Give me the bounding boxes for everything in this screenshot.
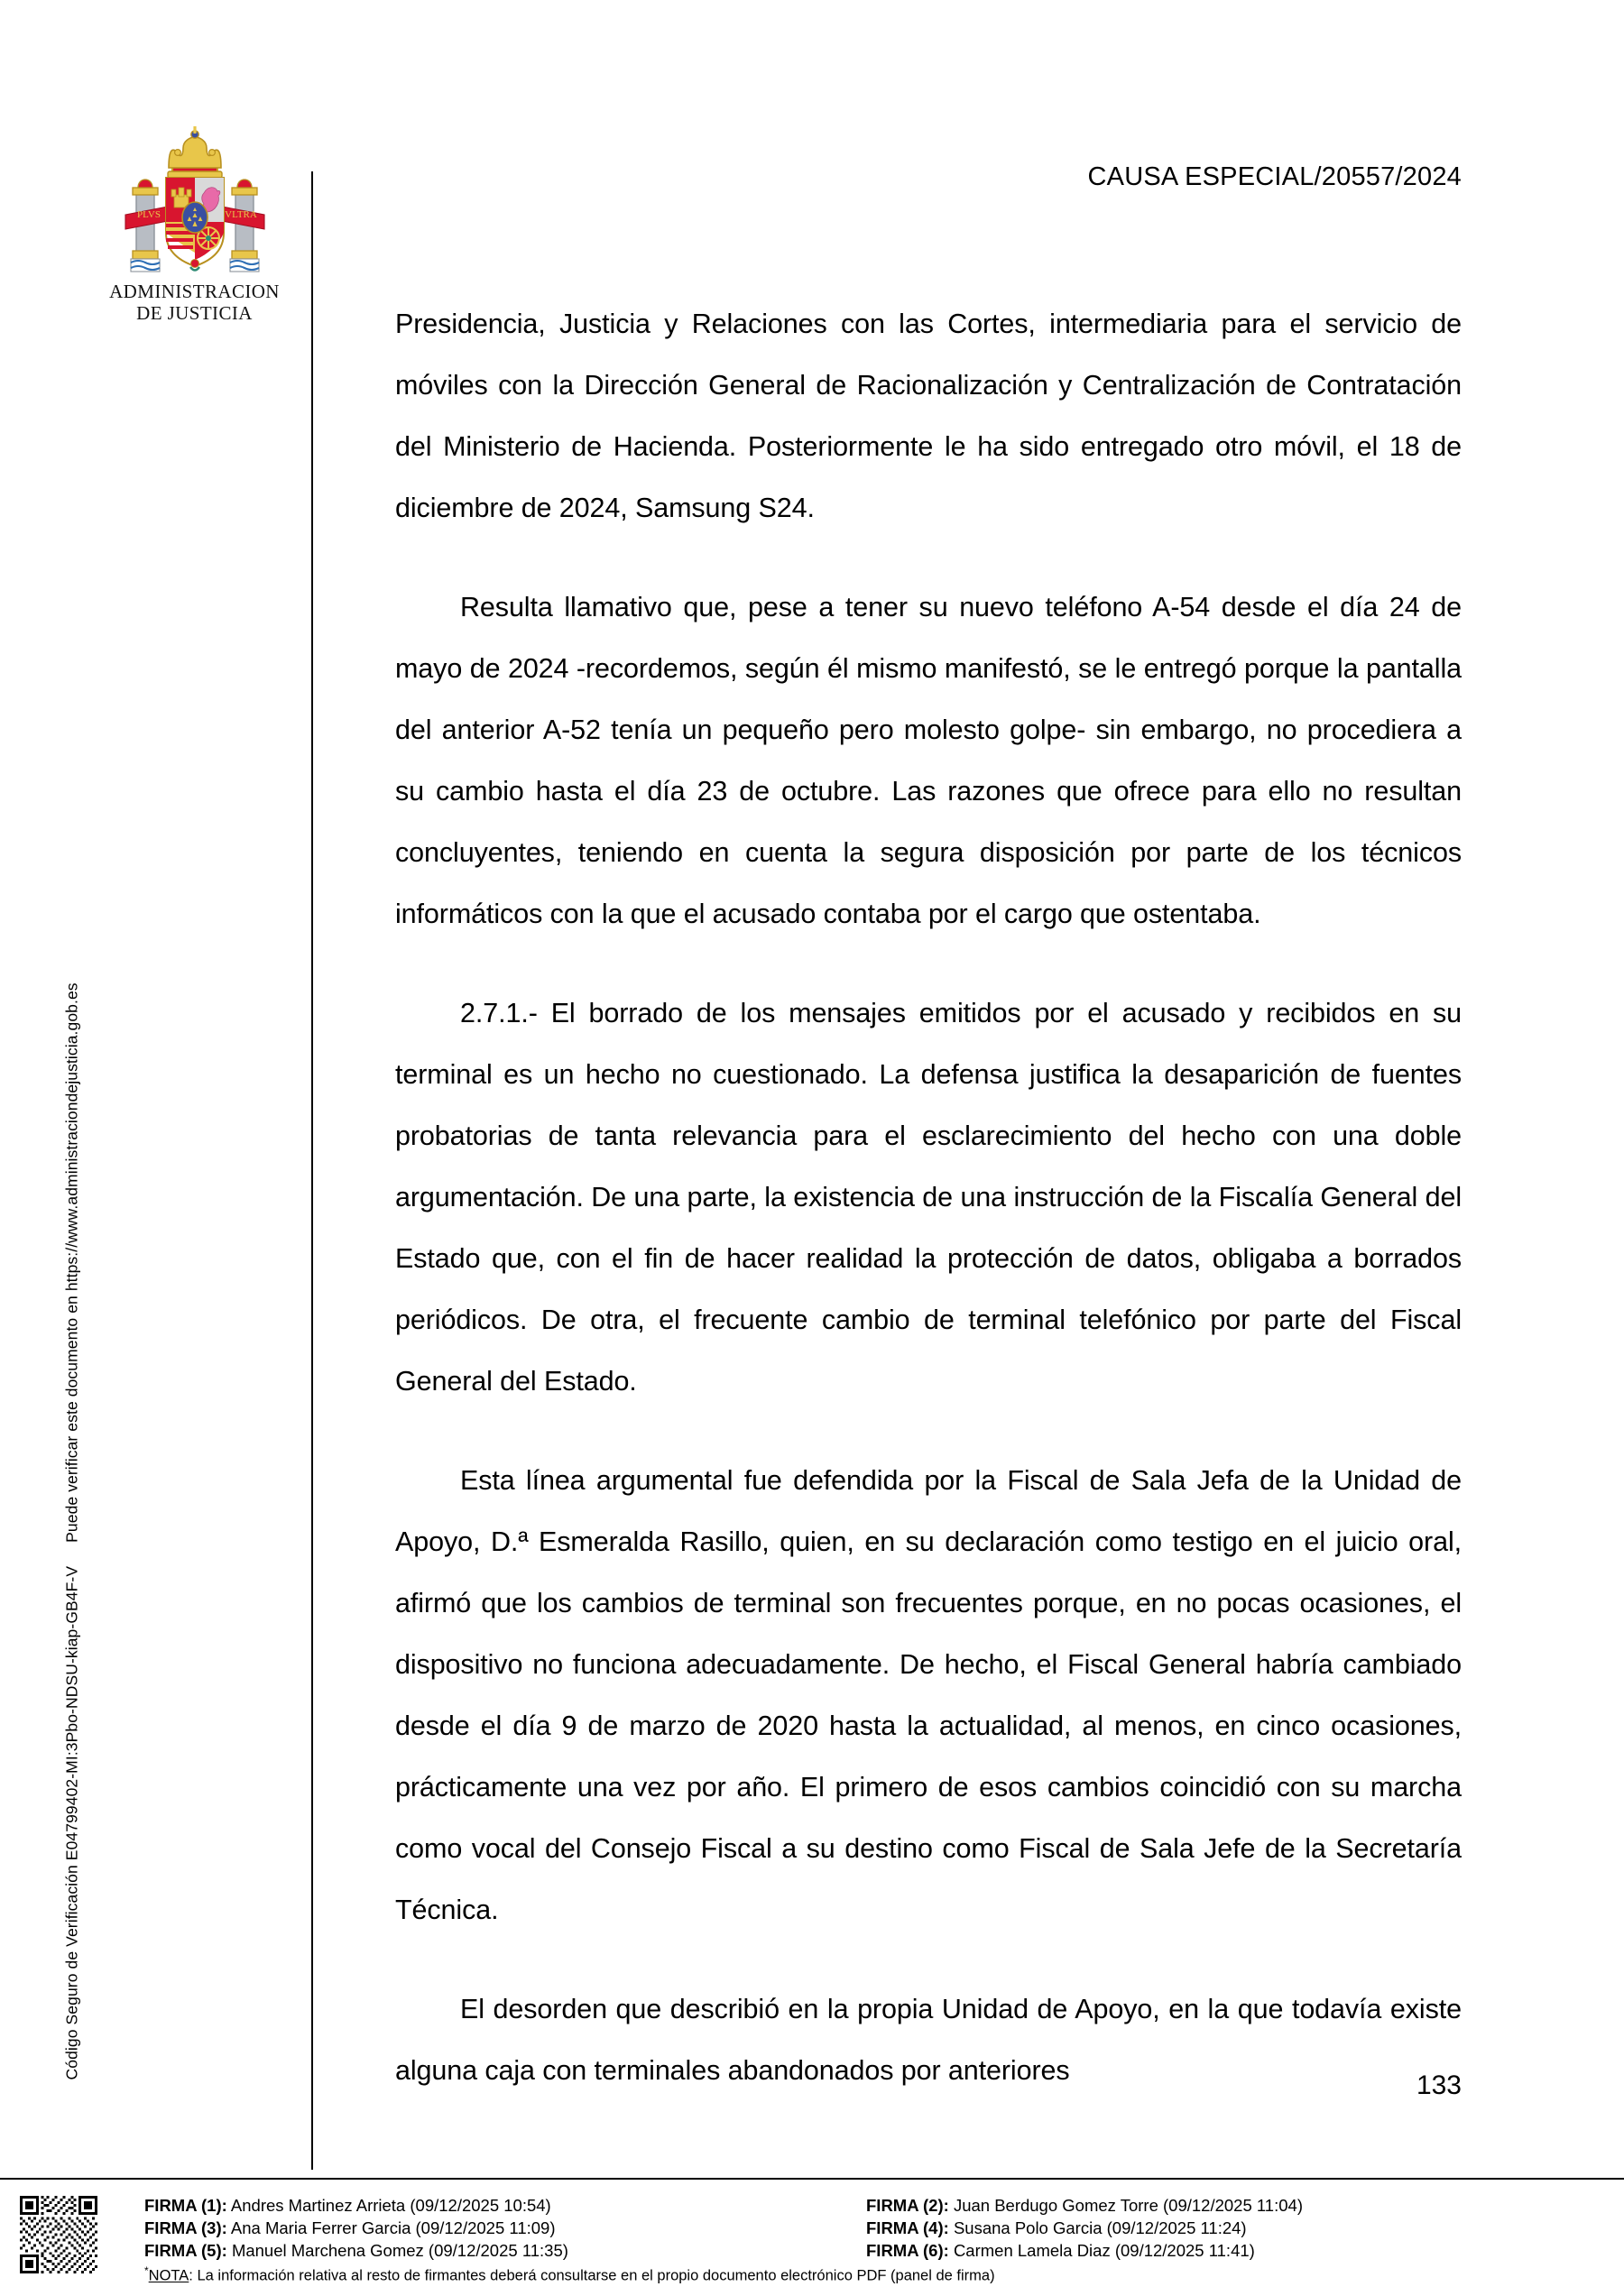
page-number: 133 — [1416, 2070, 1462, 2100]
signature-row — [144, 2194, 1588, 2217]
spain-coat-of-arms-icon — [118, 126, 272, 278]
asterisk-icon: * — [144, 2264, 149, 2277]
signature-1 — [144, 2194, 866, 2217]
signature-5-value: Manuel Marchena Gomez (09/12/2025 11:35) — [231, 2241, 568, 2260]
csv-code: E04799402-MI:3Pbo-NDSU-kiap-GB4F-V — [62, 1565, 81, 1861]
signature-6-value: Carmen Lamela Diaz (09/12/2025 11:41) — [953, 2241, 1255, 2260]
margin-divider — [311, 171, 313, 2170]
csv-sidebar-text — [63, 96, 82, 2080]
coat-of-arms-block — [97, 126, 291, 324]
signature-6-label: FIRMA (6): — [866, 2241, 949, 2260]
signature-1-label: FIRMA (1): — [144, 2196, 227, 2215]
signature-5-label: FIRMA (5): — [144, 2241, 227, 2260]
signature-4-label: FIRMA (4): — [866, 2218, 949, 2237]
signature-3 — [144, 2217, 866, 2239]
signature-row — [144, 2239, 1588, 2262]
paragraph-3: 2.7.1.- El borrado de los mensajes emitidos por el acusado y recibidos en su terminal es un hecho no cuestionado. La defensa justifica la desaparición de fuentes probatorias de tanta relevancia para el esclarecimiento del hecho con una doble argumentación. De una parte, la existencia de una instrucción de la Fiscalía General del Estado que, con el fin de hacer realidad la protección de datos, obligaba a borrados periódicos. De otra, el frecuente cambio de terminal telefónico por parte del Fiscal General del Estado. — [395, 998, 1462, 1397]
case-reference-header: CAUSA ESPECIAL/20557/2024 — [1087, 162, 1462, 191]
footer-note — [144, 2264, 995, 2285]
paragraph-5: El desorden que describió en la propia Unidad de Apoyo, en la que todavía existe alguna caja con terminales abandonados por anteriores — [395, 1994, 1462, 2086]
signature-footer — [0, 2178, 1624, 2296]
signature-4-value: Susana Polo Garcia (09/12/2025 11:24) — [953, 2218, 1247, 2237]
signature-2 — [866, 2194, 1588, 2217]
signature-1-value: Andres Martinez Arrieta (09/12/2025 10:54) — [230, 2196, 551, 2215]
paragraph-1: Presidencia, Justicia y Relaciones con las Cortes, intermediaria para el servicio de móviles con la Dirección General de Racionalización y Centralización de Contratación del Ministerio de Hacienda. Posteriormente le ha sido entregado otro móvil, el 18 de diciembre de 2024, Samsung S24. — [395, 309, 1462, 523]
paragraph-2: Resulta llamativo que, pese a tener su nuevo teléfono A-54 desde el día 24 de mayo de 2024 -recordemos, según él mismo manifestó, se le entregó porque la pantalla del anterior A-52 tenía un pequeño pero molesto golpe- sin embargo, no procediera a su cambio hasta el día 23 de octubre. Las razones que ofrece para ello no resultan concluyentes, teniendo en cuenta la segura disposición por parte de los técnicos informáticos con la que el acusado contaba por el cargo que ostentaba. — [395, 592, 1462, 929]
footer-note-prefix: NOTA — [148, 2267, 189, 2284]
footer-note-text: : La información relativa al resto de firmantes deberá consultarse en el propio documento electrónico PDF (panel de firma) — [189, 2267, 995, 2284]
paragraph-4: Esta línea argumental fue defendida por la Fiscal de Sala Jefa de la Unidad de Apoyo, D.ª Esmeralda Rasillo, quien, en su declaración como testigo en el juicio oral, afirmó que los cambios de terminal son frecuentes porque, en no pocas ocasiones, el dispositivo no funciona adecuadamente. De hecho, el Fiscal General habría cambiado desde el día 9 de marzo de 2020 hasta la actualidad, al menos, en cinco ocasiones, prácticamente una vez por año. El primero de esos cambios coincidió con su marcha como vocal del Consejo Fiscal a su destino como Fiscal de Sala Jefe de la Secretaría Técnica. — [395, 1465, 1462, 1925]
qr-code-icon — [20, 2196, 97, 2273]
signature-list — [144, 2194, 1588, 2262]
csv-label: Código Seguro de Verificación — [62, 1865, 81, 2080]
signature-5 — [144, 2239, 866, 2262]
emblem-caption — [97, 281, 291, 324]
signature-3-label: FIRMA (3): — [144, 2218, 227, 2237]
svg-text:PLVS: PLVS — [136, 209, 161, 220]
document-body — [395, 293, 1462, 2101]
signature-6 — [866, 2239, 1588, 2262]
signature-4 — [866, 2217, 1588, 2239]
signature-2-value: Juan Berdugo Gomez Torre (09/12/2025 11:04) — [953, 2196, 1303, 2215]
verification-sidebar — [0, 0, 81, 2165]
svg-text:VLTRA: VLTRA — [224, 209, 257, 220]
signature-3-value: Ana Maria Ferrer Garcia (09/12/2025 11:09) — [230, 2218, 556, 2237]
signature-row — [144, 2217, 1588, 2239]
emblem-caption-line1: ADMINISTRACION — [109, 281, 280, 302]
signature-2-label: FIRMA (2): — [866, 2196, 949, 2215]
emblem-caption-line2: DE JUSTICIA — [136, 301, 253, 324]
csv-verify-url-text: Puede verificar este documento en https://www.administraciondejusticia.gob.es — [62, 982, 81, 1543]
